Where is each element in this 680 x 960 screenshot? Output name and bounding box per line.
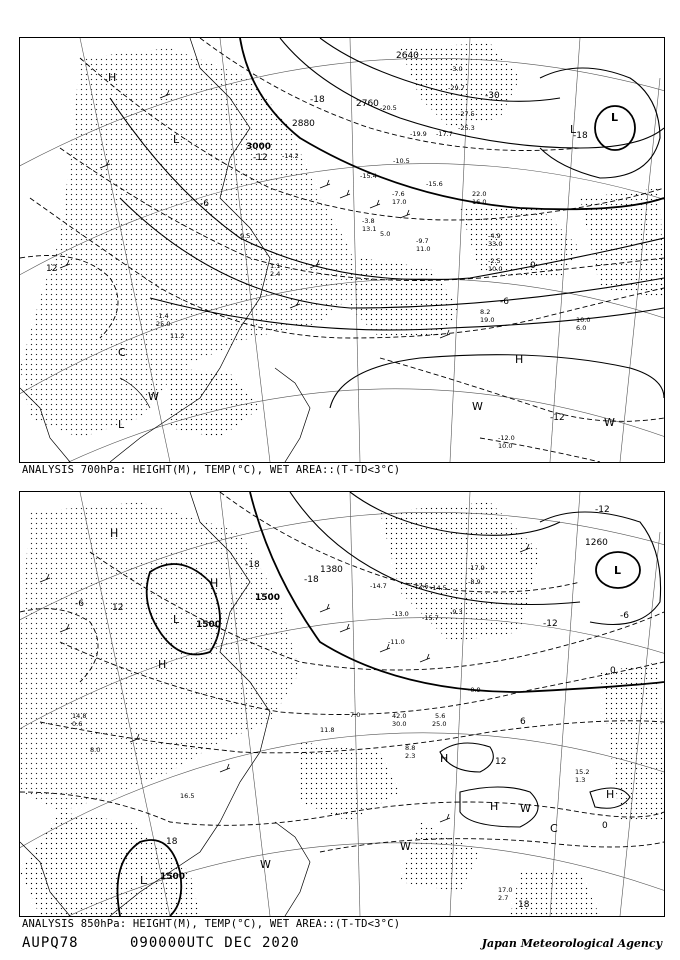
temperature-label: 12 bbox=[495, 757, 507, 767]
station-value: -15.6 bbox=[426, 180, 443, 188]
station-value: 6.0 bbox=[576, 324, 587, 332]
low-center: L bbox=[611, 111, 619, 124]
station-value: 11.2 bbox=[170, 332, 185, 340]
agency-name: Japan Meteorological Agency bbox=[481, 937, 662, 950]
high-center: H bbox=[606, 788, 615, 801]
cold-marker: C bbox=[550, 822, 558, 835]
temperature-label: 0 bbox=[530, 261, 536, 271]
station-value: 16.0 bbox=[472, 198, 487, 206]
temperature-label: -6 bbox=[620, 611, 629, 621]
temperature-label: -18 bbox=[245, 560, 260, 570]
station-value: -1.4 bbox=[156, 312, 169, 320]
station-value: -7.6 bbox=[392, 190, 405, 198]
low-center: L bbox=[570, 123, 577, 136]
map-850hpa-svg bbox=[20, 492, 664, 916]
temperature-label: 18 bbox=[518, 900, 530, 910]
high-center: H bbox=[210, 577, 219, 590]
temperature-label: -18 bbox=[304, 575, 319, 585]
high-center: H bbox=[110, 527, 119, 540]
station-value: 8.8 bbox=[405, 744, 416, 752]
station-value: -12.0 bbox=[498, 434, 515, 442]
station-value: 10.0 bbox=[498, 442, 513, 450]
warm-marker: W bbox=[520, 802, 531, 815]
station-value: 19.0 bbox=[480, 316, 495, 324]
station-value: 5.0 bbox=[380, 230, 391, 238]
station-value: 10.0 bbox=[488, 265, 503, 273]
temperature-label: -18 bbox=[573, 131, 588, 141]
height-label: 1380 bbox=[320, 565, 343, 575]
map-panel-700hpa bbox=[19, 37, 665, 463]
station-value: 2.3 bbox=[405, 752, 416, 760]
station-value: 0.6 bbox=[72, 720, 83, 728]
map-panel-850hpa bbox=[19, 491, 665, 917]
station-value: 30.0 bbox=[392, 720, 407, 728]
temperature-label: 0 bbox=[610, 666, 616, 676]
station-value: 11.0 bbox=[416, 245, 431, 253]
height-label: 3000 bbox=[246, 142, 272, 152]
map-700hpa-svg bbox=[20, 38, 664, 462]
low-center: L bbox=[614, 564, 622, 577]
station-value: 2.4 bbox=[270, 270, 281, 278]
station-value: 25.0 bbox=[156, 320, 171, 328]
station-value: 17.0 bbox=[392, 198, 407, 206]
temperature-label: 12 bbox=[112, 603, 124, 613]
warm-marker: W bbox=[604, 416, 615, 429]
station-value: -9.3 bbox=[450, 608, 463, 616]
temperature-label: -12 bbox=[543, 619, 558, 629]
low-center: L bbox=[173, 613, 180, 626]
product-code: AUPQ78 bbox=[22, 935, 79, 951]
station-value: -27.5 bbox=[458, 110, 475, 118]
station-value: -10.5 bbox=[393, 157, 410, 165]
high-center: H bbox=[490, 800, 499, 813]
station-value: 42.0 bbox=[392, 712, 407, 720]
station-value: -12.5 bbox=[412, 582, 429, 590]
station-value: 15.2 bbox=[575, 768, 590, 776]
station-value: -14.5 bbox=[430, 584, 447, 592]
station-value: -25.3 bbox=[458, 124, 475, 132]
height-label: 2640 bbox=[396, 51, 419, 61]
station-value: 16.5 bbox=[180, 792, 195, 800]
station-value: -0.9 bbox=[468, 686, 481, 694]
temperature-label: 12 bbox=[46, 264, 58, 274]
station-value: -19.9 bbox=[410, 130, 427, 138]
temperature-label: -6 bbox=[200, 199, 209, 209]
warm-marker: W bbox=[260, 858, 271, 871]
high-center: H bbox=[108, 71, 117, 84]
station-value: -14.7 bbox=[370, 582, 387, 590]
station-value: -17.7 bbox=[436, 130, 453, 138]
station-value: -13.0 bbox=[392, 610, 409, 618]
station-value: 9.5 bbox=[240, 232, 251, 240]
station-value: -4.9 bbox=[488, 232, 501, 240]
temperature-label: 18 bbox=[166, 837, 178, 847]
station-value: 5.6 bbox=[435, 712, 446, 720]
temperature-label: -12 bbox=[253, 153, 268, 163]
high-center: H bbox=[515, 353, 524, 366]
station-value: -29.7 bbox=[448, 84, 465, 92]
station-value: -15.4 bbox=[360, 172, 377, 180]
station-value: 22.0 bbox=[472, 190, 487, 198]
height-label: 1500 bbox=[255, 593, 281, 603]
height-label: 2760 bbox=[356, 99, 379, 109]
height-label: 1260 bbox=[585, 538, 608, 548]
caption-850hpa: ANALYSIS 850hPa: HEIGHT(M), TEMP(°C), WET AREA::(T-TD<3°C) bbox=[22, 918, 401, 930]
station-value: 8.0 bbox=[90, 746, 101, 754]
station-value: 10.0 bbox=[576, 316, 591, 324]
warm-marker: W bbox=[472, 400, 483, 413]
height-label: 1500 bbox=[160, 872, 186, 882]
high-center: H bbox=[440, 752, 449, 765]
station-value: 17.0 bbox=[498, 886, 513, 894]
wet-areas bbox=[20, 43, 664, 438]
station-value: 11.8 bbox=[320, 726, 335, 734]
warm-marker: W bbox=[400, 840, 411, 853]
temperature-label: 6 bbox=[520, 717, 526, 727]
station-value: -15.7 bbox=[422, 614, 439, 622]
caption-700hpa: ANALYSIS 700hPa: HEIGHT(M), TEMP(°C), WET AREA::(T-TD<3°C) bbox=[22, 464, 401, 476]
chart-footer bbox=[22, 935, 662, 955]
low-center: L bbox=[118, 418, 125, 431]
station-value: -11.0 bbox=[388, 638, 405, 646]
station-value: 14.8 bbox=[72, 712, 87, 720]
height-label: 1500 bbox=[196, 620, 222, 630]
valid-time: 090000UTC DEC 2020 bbox=[130, 935, 300, 951]
station-value: 8.2 bbox=[480, 308, 491, 316]
temperature-label: 0 bbox=[602, 821, 608, 831]
station-value: 25.0 bbox=[432, 720, 447, 728]
station-value: -9.7 bbox=[416, 237, 429, 245]
temperature-label: -12 bbox=[595, 505, 610, 515]
station-value: 13.1 bbox=[362, 225, 377, 233]
station-value: -3.8 bbox=[362, 217, 375, 225]
temperature-label: -6 bbox=[75, 599, 84, 609]
temperature-label: -18 bbox=[310, 95, 325, 105]
station-value: 1.1 bbox=[270, 262, 281, 270]
station-value: -17.9 bbox=[468, 564, 485, 572]
station-value: -14.2 bbox=[282, 152, 299, 160]
temperature-label: -12 bbox=[550, 413, 565, 423]
station-value: 7.0 bbox=[350, 711, 361, 719]
high-center: H bbox=[158, 658, 167, 671]
station-value: 1.3 bbox=[575, 776, 586, 784]
cold-marker: C bbox=[118, 346, 126, 359]
station-value: 33.0 bbox=[488, 240, 503, 248]
station-value: -2.5 bbox=[488, 257, 501, 265]
height-label: 2880 bbox=[292, 119, 315, 129]
low-center: L bbox=[140, 874, 147, 887]
low-center: L bbox=[173, 133, 180, 146]
station-value: -8.9 bbox=[468, 578, 481, 586]
station-value: -20.5 bbox=[380, 104, 397, 112]
station-value: -3.0 bbox=[450, 65, 463, 73]
warm-marker: W bbox=[148, 390, 159, 403]
temperature-label: -30 bbox=[485, 91, 500, 101]
temperature-label: -6 bbox=[500, 297, 509, 307]
station-value: 2.7 bbox=[498, 894, 509, 902]
